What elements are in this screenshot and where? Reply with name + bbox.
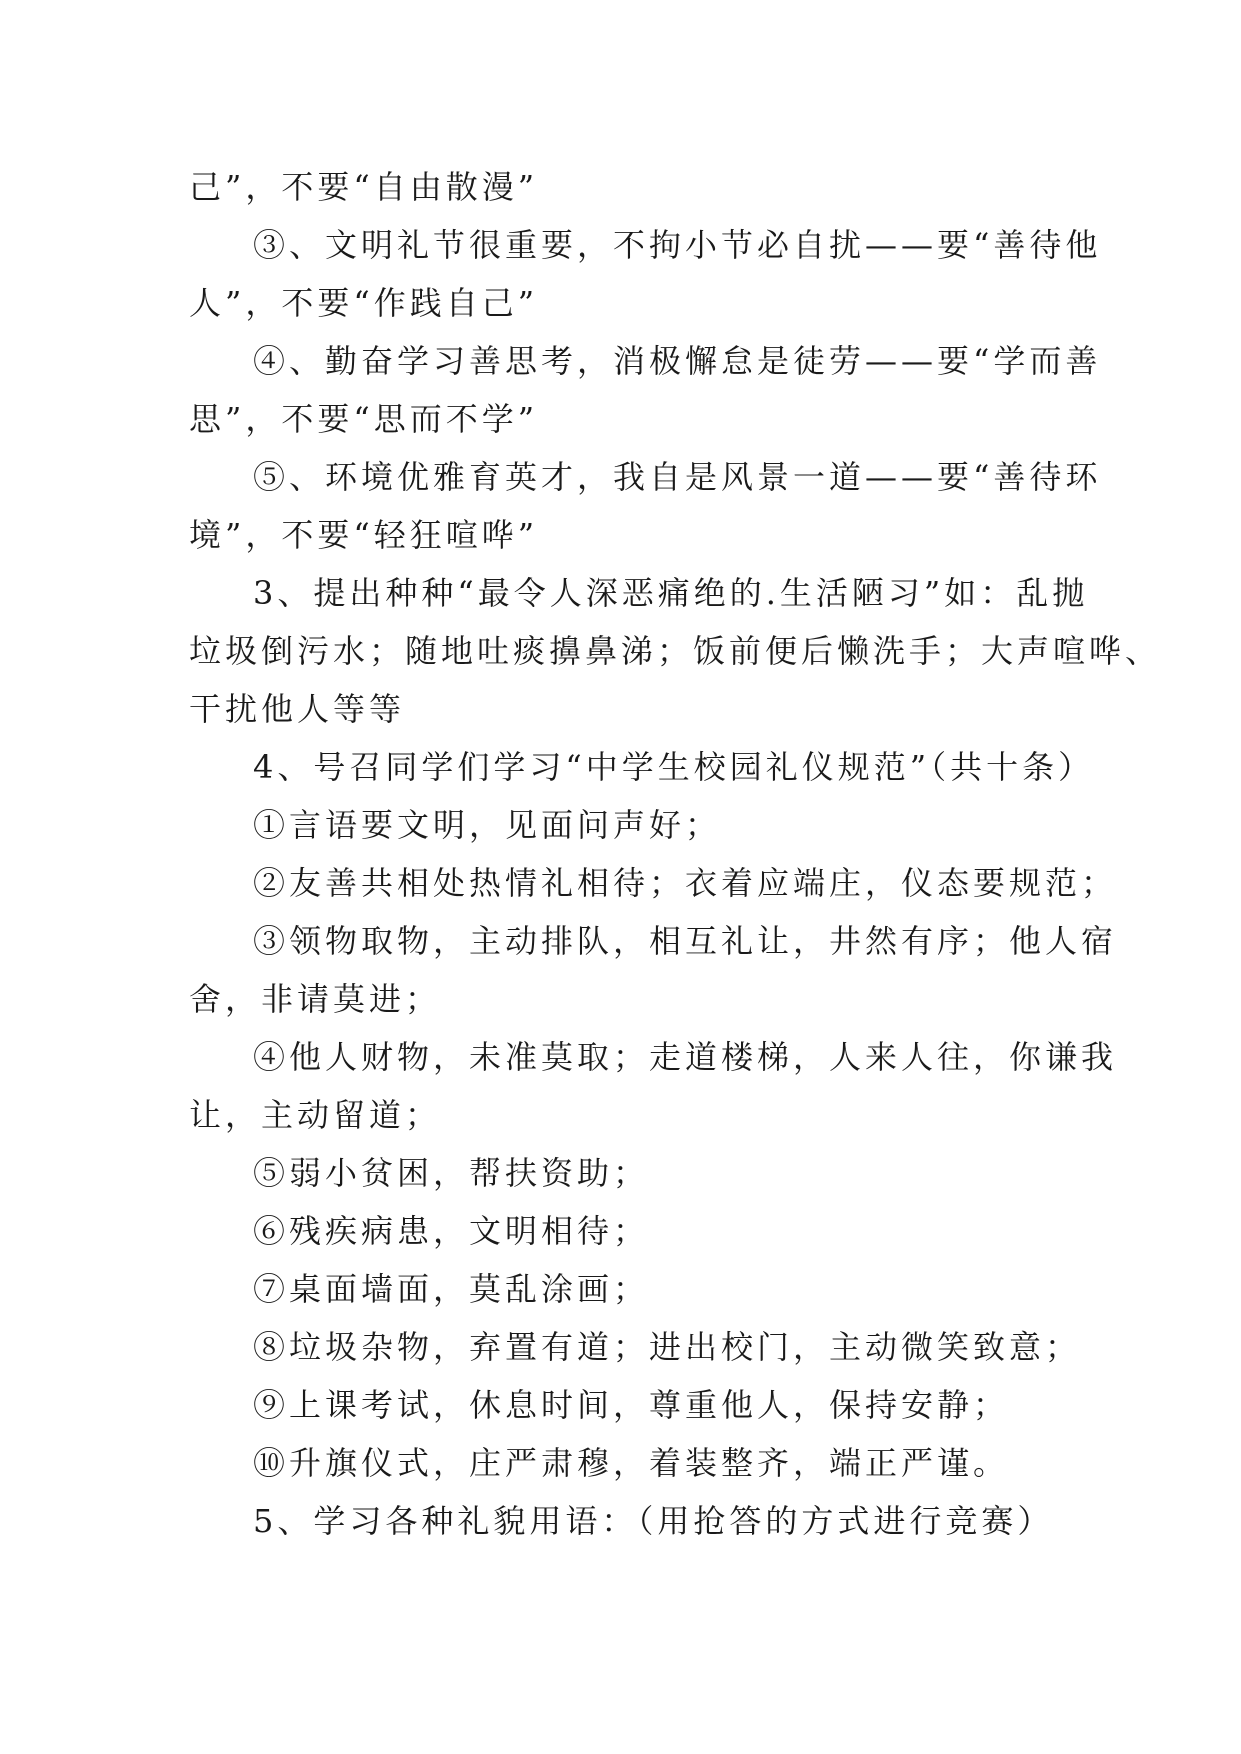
document-body <box>189 158 1162 1550</box>
text-line: 境”，不要“轻狂喧哗” <box>189 516 539 554</box>
text-line: 让，主动留道； <box>189 1096 442 1134</box>
text-line: ⑧垃圾杂物，弃置有道；进出校门，主动微笑致意； <box>253 1328 1082 1366</box>
text-line: ⑦桌面墙面，莫乱涂画； <box>253 1270 650 1308</box>
text-line: ①言语要文明，见面问声好； <box>253 806 722 844</box>
text-line: 垃圾倒污水；随地吐痰擤鼻涕；饭前便后懒洗手；大声喧哗、 <box>189 632 1162 670</box>
text-line: 己”，不要“自由散漫” <box>189 168 539 206</box>
text-line: ⑩升旗仪式，庄严肃穆，着装整齐，端正严谨。 <box>253 1444 1010 1482</box>
text-line: ②友善共相处热情礼相待；衣着应端庄，仪态要规范； <box>253 864 1118 902</box>
text-line: 干扰他人等等 <box>189 690 406 728</box>
text-line: 5、学习各种礼貌用语：（用抢答的方式进行竞赛） <box>253 1502 1054 1540</box>
text-line: 3、提出种种“最令人深恶痛绝的.生活陋习”如：乱抛 <box>253 574 1089 612</box>
text-line: 思”，不要“思而不学” <box>189 400 539 438</box>
text-line: 舍，非请莫进； <box>189 980 442 1018</box>
text-line: ⑨上课考试，休息时间，尊重他人，保持安静； <box>253 1386 1010 1424</box>
text-line: ④他人财物，未准莫取；走道楼梯，人来人往，你谦我 <box>253 1038 1118 1076</box>
text-line: ⑤弱小贫困，帮扶资助； <box>253 1154 650 1192</box>
text-line: ③、文明礼节很重要，不拘小节必自扰——要“善待他 <box>253 226 1102 264</box>
text-line: 人”，不要“作践自己” <box>189 284 539 322</box>
text-line: ⑤、环境优雅育英才，我自是风景一道——要“善待环 <box>253 458 1102 496</box>
text-line: ⑥残疾病患，文明相待； <box>253 1212 650 1250</box>
text-line: ③领物取物，主动排队，相互礼让，井然有序；他人宿 <box>253 922 1118 960</box>
text-line: ④、勤奋学习善思考，消极懈怠是徒劳——要“学而善 <box>253 342 1102 380</box>
text-line: 4、号召同学们学习“中学生校园礼仪规范”（共十条） <box>253 748 1095 786</box>
